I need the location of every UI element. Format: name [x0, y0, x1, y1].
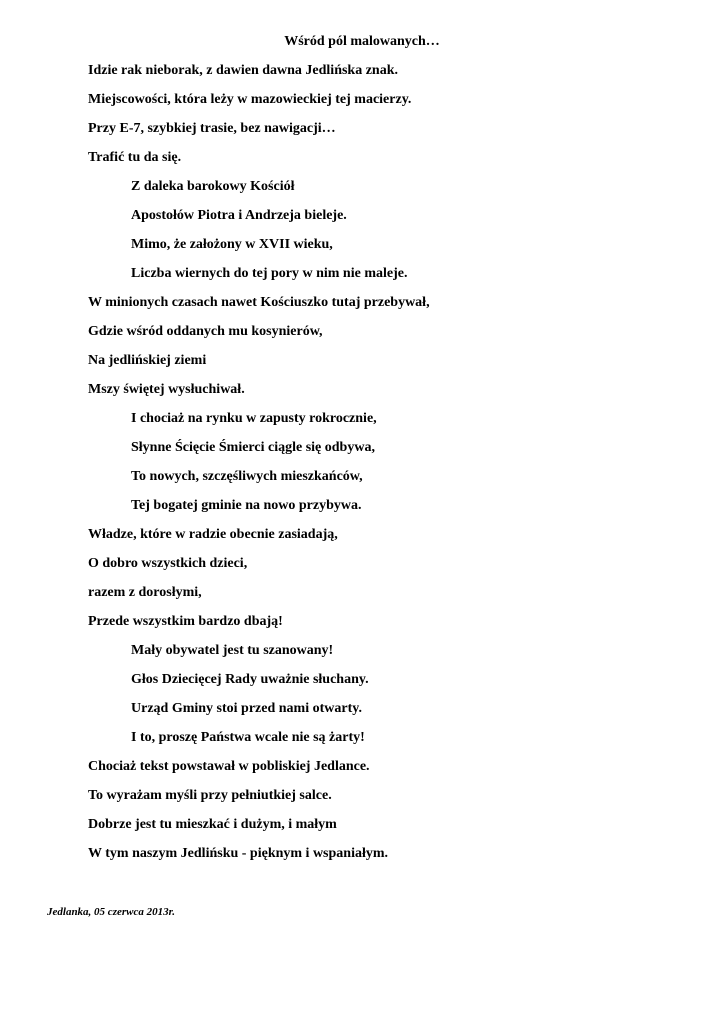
poem-title: Wśród pól malowanych…	[284, 34, 440, 49]
poem-line: To nowych, szczęśliwych mieszkańców,	[131, 469, 363, 484]
poem-line: To wyrażam myśli przy pełniutkiej salce.	[88, 788, 332, 803]
poem-body	[0, 62, 724, 874]
poem-line: W minionych czasach nawet Kościuszko tutaj przebywał,	[88, 295, 430, 310]
poem-line: Z daleka barokowy Kościół	[131, 179, 295, 194]
poem-line: I to, proszę Państwa wcale nie są żarty!	[131, 730, 365, 745]
poem-line: Mały obywatel jest tu szanowany!	[131, 643, 334, 658]
poem-line: Gdzie wśród oddanych mu kosynierów,	[88, 324, 323, 339]
poem-line: razem z dorosłymi,	[88, 585, 202, 600]
poem-line: Władze, które w radzie obecnie zasiadają,	[88, 527, 338, 542]
poem-line: Urząd Gminy stoi przed nami otwarty.	[131, 701, 362, 716]
poem-line: W tym naszym Jedlińsku - pięknym i wspaniałym.	[88, 846, 389, 861]
poem-line: Apostołów Piotra i Andrzeja bieleje.	[131, 208, 347, 223]
poem-line: Chociaż tekst powstawał w pobliskiej Jedlance.	[88, 759, 370, 774]
poem-line: Na jedlińskiej ziemi	[88, 353, 207, 368]
poem-line: Głos Dziecięcej Rady uważnie słuchany.	[131, 672, 369, 687]
poem-line: Przy E-7, szybkiej trasie, bez nawigacji…	[88, 121, 336, 136]
poem-line: Mimo, że założony w XVII wieku,	[131, 237, 333, 252]
poem-line: Przede wszystkim bardzo dbają!	[88, 614, 283, 629]
poem-line: I chociaż na rynku w zapusty rokrocznie,	[131, 411, 377, 426]
poem-line: O dobro wszystkich dzieci,	[88, 556, 248, 571]
poem-line: Liczba wiernych do tej pory w nim nie maleje.	[131, 266, 408, 281]
poem-line: Słynne Ścięcie Śmierci ciągle się odbywa,	[131, 440, 375, 455]
poem-line: Trafić tu da się.	[88, 150, 182, 165]
poem-line: Dobrze jest tu mieszkać i dużym, i małym	[88, 817, 337, 832]
poem-line: Mszy świętej wysłuchiwał.	[88, 382, 245, 397]
place-date-signature: Jedlanka, 05 czerwca 2013r.	[47, 906, 176, 918]
poem-line: Idzie rak nieborak, z dawien dawna Jedlińska znak.	[88, 63, 398, 78]
poem-line: Tej bogatej gminie na nowo przybywa.	[131, 498, 362, 513]
poem-line: Miejscowości, która leży w mazowieckiej tej macierzy.	[88, 92, 412, 107]
